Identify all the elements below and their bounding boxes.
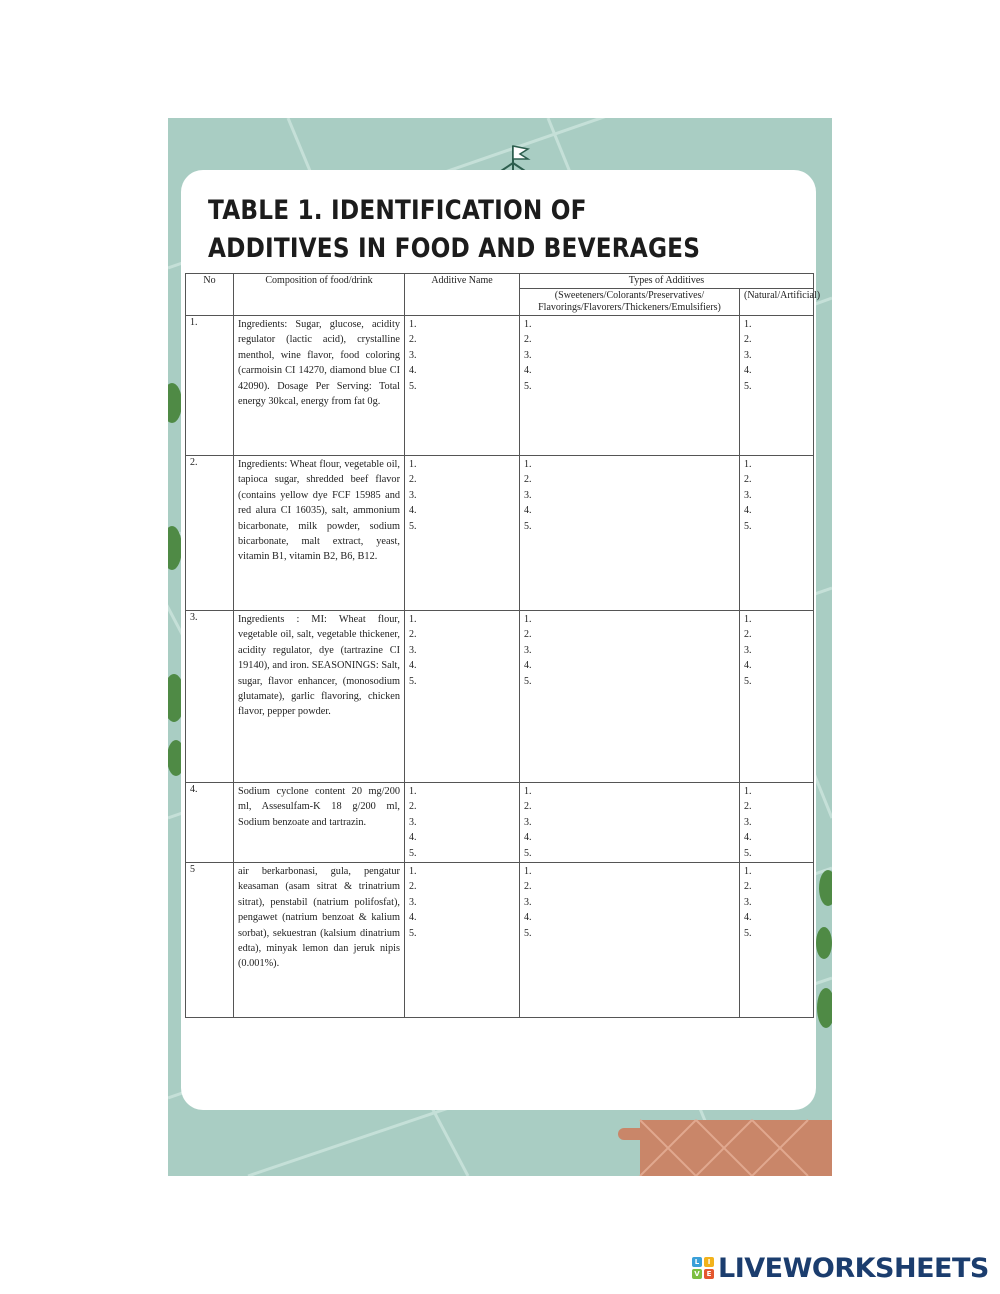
list-number: 1. bbox=[744, 614, 752, 625]
list-number: 3. bbox=[409, 489, 417, 501]
additive-name-cell[interactable] bbox=[405, 783, 520, 863]
additive-type-cell[interactable] bbox=[520, 611, 740, 783]
list-number: 2. bbox=[409, 801, 417, 813]
list-number: 5. bbox=[744, 380, 752, 392]
additive-type-cell[interactable] bbox=[520, 456, 740, 611]
list-number: 3. bbox=[409, 816, 417, 828]
list-number: 5. bbox=[524, 847, 532, 859]
list-number: 4. bbox=[744, 505, 752, 517]
list-number: 2. bbox=[409, 334, 417, 346]
table-row bbox=[186, 456, 814, 611]
list-number: 2. bbox=[744, 881, 752, 893]
list-number: 3. bbox=[524, 816, 532, 828]
row-number: 3. bbox=[186, 611, 234, 783]
list-number: 1. bbox=[409, 614, 417, 625]
list-number: 1. bbox=[409, 459, 417, 470]
list-number: 2. bbox=[524, 629, 532, 641]
list-number: 3. bbox=[744, 489, 752, 501]
list-number: 1. bbox=[409, 865, 417, 877]
list-number: 1. bbox=[524, 614, 532, 625]
header-natural: (Natural/Artificial) bbox=[740, 289, 814, 316]
additive-name-cell[interactable] bbox=[405, 316, 520, 456]
composition-cell: Ingredients: Sugar, glucose, acidity regulator (lactic acid), crystalline menthol, wine flavor, food coloring (carmoisin CI 14270, diamond blue CI 42090). Dosage Per Serving: Total energy 30kcal, energy from fat 0g. bbox=[234, 316, 405, 456]
list-number: 5. bbox=[744, 927, 752, 939]
natural-artificial-cell[interactable] bbox=[740, 862, 814, 1017]
list-number: 3. bbox=[409, 644, 417, 656]
list-number: 1. bbox=[744, 786, 752, 797]
list-number: 2. bbox=[524, 881, 532, 893]
list-number: 1. bbox=[744, 319, 752, 330]
list-number: 1. bbox=[524, 459, 532, 470]
list-number: 3. bbox=[524, 896, 532, 908]
list-number: 3. bbox=[744, 644, 752, 656]
list-number: 2. bbox=[524, 801, 532, 813]
natural-artificial-cell[interactable] bbox=[740, 611, 814, 783]
list-number: 5. bbox=[524, 380, 532, 392]
table-row bbox=[186, 316, 814, 456]
list-number: 5. bbox=[744, 847, 752, 859]
additive-name-cell[interactable] bbox=[405, 611, 520, 783]
list-number: 3. bbox=[524, 489, 532, 501]
list-number: 1. bbox=[409, 319, 417, 330]
header-types-sub: (Sweeteners/Colorants/Preservatives/ Flavorings/Flavorers/Thickeners/Emulsifiers) bbox=[520, 289, 740, 316]
list-number: 1. bbox=[524, 319, 532, 330]
list-number: 4. bbox=[744, 365, 752, 377]
list-number: 1. bbox=[524, 865, 532, 877]
additive-type-cell[interactable] bbox=[520, 316, 740, 456]
list-number: 4. bbox=[409, 832, 417, 844]
list-number: 4. bbox=[409, 912, 417, 924]
list-number: 3. bbox=[524, 349, 532, 361]
list-number: 4. bbox=[409, 660, 417, 672]
list-number: 3. bbox=[744, 896, 752, 908]
row-number: 4. bbox=[186, 783, 234, 863]
list-number: 4. bbox=[524, 660, 532, 672]
list-number: 5. bbox=[524, 927, 532, 939]
row-number: 5 bbox=[186, 862, 234, 1017]
composition-cell: Sodium cyclone content 20 mg/200 ml, Assesulfam-K 18 g/200 ml, Sodium benzoate and tartrazin. bbox=[234, 783, 405, 863]
header-additive-name: Additive Name bbox=[405, 274, 520, 316]
list-number: 5. bbox=[744, 675, 752, 687]
list-number: 2. bbox=[744, 474, 752, 486]
list-number: 5. bbox=[744, 520, 752, 532]
pot-icon bbox=[618, 1120, 832, 1176]
list-number: 2. bbox=[744, 334, 752, 346]
list-number: 5. bbox=[409, 927, 417, 939]
header-composition: Composition of food/drink bbox=[234, 274, 405, 316]
list-number: 3. bbox=[744, 816, 752, 828]
list-number: 3. bbox=[524, 644, 532, 656]
additive-type-cell[interactable] bbox=[520, 783, 740, 863]
list-number: 5. bbox=[409, 675, 417, 687]
header-types: Types of Additives bbox=[520, 274, 814, 289]
page-title: TABLE 1. IDENTIFICATION OF ADDITIVES IN FOOD AND BEVERAGES bbox=[208, 195, 701, 264]
natural-artificial-cell[interactable] bbox=[740, 456, 814, 611]
additives-table bbox=[185, 273, 821, 1018]
table-row bbox=[186, 862, 814, 1017]
list-number: 2. bbox=[409, 629, 417, 641]
list-number: 2. bbox=[524, 474, 532, 486]
logo-letter: V bbox=[692, 1269, 702, 1279]
list-number: 1. bbox=[744, 865, 752, 877]
flag-icon bbox=[498, 146, 528, 173]
additive-type-cell[interactable] bbox=[520, 862, 740, 1017]
list-number: 3. bbox=[409, 896, 417, 908]
composition-cell: Ingredients: Wheat flour, vegetable oil, tapioca sugar, shredded beef flavor (contains yellow dye FCF 15985 and red alura CI 16035), salt, ammonium bicarbonate, milk powder, sodium bicarbonate, malt extract, yeast, vitamin B1, vitamin B2, B6, B12. bbox=[234, 456, 405, 611]
list-number: 4. bbox=[409, 505, 417, 517]
list-number: 1. bbox=[744, 459, 752, 470]
list-number: 4. bbox=[409, 365, 417, 377]
list-number: 2. bbox=[744, 801, 752, 813]
header-no: No bbox=[186, 274, 234, 316]
brand-name: LIVEWORKSHEETS bbox=[718, 1252, 989, 1284]
list-number: 2. bbox=[524, 334, 532, 346]
composition-cell: air berkarbonasi, gula, pengatur keasaman (asam sitrat & trinatrium sitrat), penstabil (natrium polifosfat), pengawet (natrium benzoat & kalium sorbat), sekuestran (kalsium dinatrium edta), minyak lemon dan jeruk nipis (0.001%). bbox=[234, 862, 405, 1017]
list-number: 1. bbox=[409, 786, 417, 797]
list-number: 5. bbox=[409, 380, 417, 392]
row-number: 2. bbox=[186, 456, 234, 611]
logo-icon bbox=[692, 1257, 714, 1279]
logo-letter: I bbox=[704, 1257, 714, 1267]
list-number: 5. bbox=[524, 675, 532, 687]
additive-name-cell[interactable] bbox=[405, 456, 520, 611]
list-number: 2. bbox=[409, 474, 417, 486]
list-number: 4. bbox=[524, 832, 532, 844]
list-number: 4. bbox=[744, 660, 752, 672]
list-number: 3. bbox=[409, 349, 417, 361]
table-header-row bbox=[186, 274, 814, 289]
additive-name-cell[interactable] bbox=[405, 862, 520, 1017]
list-number: 4. bbox=[744, 912, 752, 924]
natural-artificial-cell[interactable] bbox=[740, 316, 814, 456]
row-number: 1. bbox=[186, 316, 234, 456]
list-number: 5. bbox=[524, 520, 532, 532]
composition-cell: Ingredients : MI: Wheat flour, vegetable oil, salt, vegetable thickener, acidity regulator, dye (tartrazine CI 19140), and iron. SEASONINGS: Salt, sugar, flavor enhancer, (monosodium glutamate), garlic flavoring, chicken flavor, pepper powder. bbox=[234, 611, 405, 783]
list-number: 2. bbox=[409, 881, 417, 893]
table-row bbox=[186, 783, 814, 863]
list-number: 3. bbox=[744, 349, 752, 361]
list-number: 4. bbox=[524, 505, 532, 517]
liveworksheets-logo bbox=[692, 1253, 989, 1283]
list-number: 2. bbox=[744, 629, 752, 641]
list-number: 1. bbox=[524, 786, 532, 797]
list-number: 4. bbox=[744, 832, 752, 844]
list-number: 4. bbox=[524, 365, 532, 377]
natural-artificial-cell[interactable] bbox=[740, 783, 814, 863]
list-number: 4. bbox=[524, 912, 532, 924]
list-number: 5. bbox=[409, 520, 417, 532]
table-row bbox=[186, 611, 814, 783]
logo-letter: E bbox=[704, 1269, 714, 1279]
list-number: 5. bbox=[409, 847, 417, 859]
logo-letter: L bbox=[692, 1257, 702, 1267]
